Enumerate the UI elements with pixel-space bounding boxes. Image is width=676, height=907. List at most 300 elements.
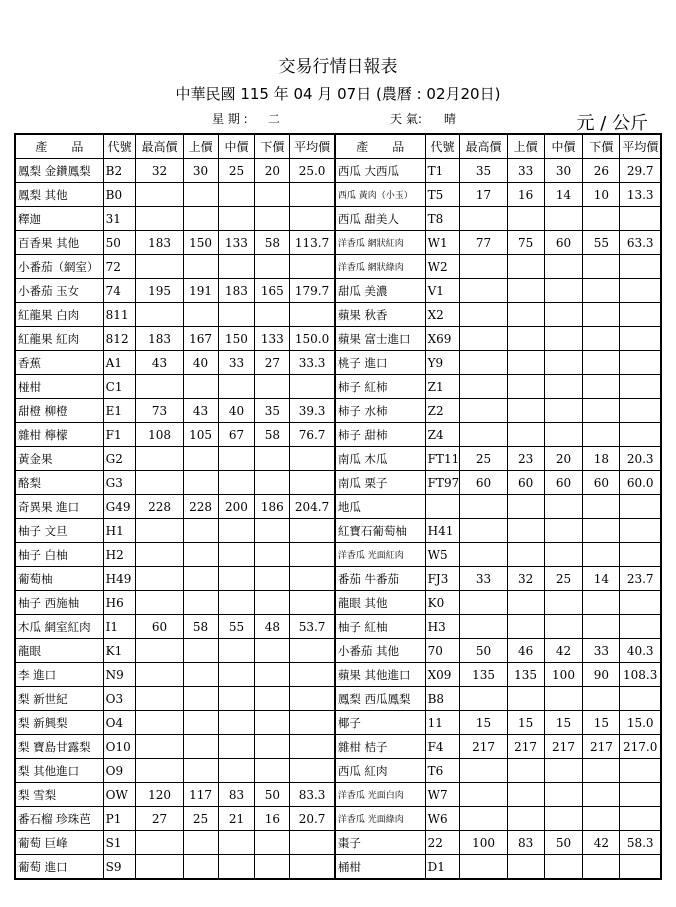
price-upper: [183, 711, 218, 735]
price-lower: [255, 543, 290, 567]
price-lower: [583, 327, 620, 351]
price-average: [620, 351, 661, 375]
price-highest: [136, 663, 183, 687]
price-highest: 60: [460, 471, 507, 495]
price-highest: 120: [136, 783, 183, 807]
table-row: [15, 303, 661, 327]
product-name: 鳳梨 西瓜鳳梨: [335, 687, 425, 711]
report-title: 交易行情日報表: [278, 57, 398, 77]
price-upper: 117: [183, 783, 218, 807]
price-average: 63.3: [620, 231, 661, 255]
product-code: 70: [425, 639, 460, 663]
price-middle: [218, 471, 255, 495]
price-upper: [507, 375, 544, 399]
price-middle: [218, 855, 255, 880]
price-middle: [218, 255, 255, 279]
price-upper: [183, 471, 218, 495]
price-middle: [544, 807, 583, 831]
product-name: 柚子 文旦: [15, 519, 103, 543]
price-upper: [507, 351, 544, 375]
product-name: 西瓜 大西瓜: [335, 159, 425, 183]
price-average: [620, 615, 661, 639]
price-upper: [507, 207, 544, 231]
price-average: [620, 855, 661, 880]
product-code: G3: [103, 471, 136, 495]
price-highest: [136, 519, 183, 543]
col-header-average: 平均價: [620, 134, 661, 159]
table-row: [15, 471, 661, 495]
price-highest: [460, 375, 507, 399]
price-upper: [183, 543, 218, 567]
product-name: 酪梨: [15, 471, 103, 495]
price-highest: [460, 687, 507, 711]
price-average: [620, 279, 661, 303]
table-row: [15, 495, 661, 519]
price-lower: [583, 855, 620, 880]
table-row: [15, 447, 661, 471]
table-row: [15, 807, 661, 831]
price-highest: [136, 255, 183, 279]
price-unit: 元 / 公斤: [576, 113, 648, 134]
price-middle: [544, 279, 583, 303]
price-lower: [583, 351, 620, 375]
product-name: 葡萄 進口: [15, 855, 103, 880]
price-highest: [460, 207, 507, 231]
price-lower: 20: [255, 159, 290, 183]
product-name: 香蕉: [15, 351, 103, 375]
table-row: [15, 639, 661, 663]
price-middle: 40: [218, 399, 255, 423]
price-upper: [507, 279, 544, 303]
price-average: 60.0: [620, 471, 661, 495]
price-middle: 67: [218, 423, 255, 447]
price-upper: 83: [507, 831, 544, 855]
table-row: [15, 351, 661, 375]
price-lower: [583, 759, 620, 783]
price-middle: 25: [218, 159, 255, 183]
price-middle: [544, 303, 583, 327]
price-upper: [183, 855, 218, 880]
price-lower: 60: [583, 471, 620, 495]
price-middle: [218, 711, 255, 735]
price-highest: [136, 471, 183, 495]
price-middle: [544, 687, 583, 711]
col-header-highest: 最高價: [460, 134, 507, 159]
product-name: 南瓜 栗子: [335, 471, 425, 495]
price-average: [620, 543, 661, 567]
product-name: 紅龍果 紅肉: [15, 327, 103, 351]
product-name: 柿子 紅柿: [335, 375, 425, 399]
product-name: 木瓜 網室紅肉: [15, 615, 103, 639]
product-code: X2: [425, 303, 460, 327]
price-highest: [460, 855, 507, 880]
price-average: 13.3: [620, 183, 661, 207]
price-upper: [507, 759, 544, 783]
price-lower: [255, 663, 290, 687]
price-average: [620, 687, 661, 711]
price-average: 20.7: [290, 807, 335, 831]
price-average: 76.7: [290, 423, 335, 447]
price-lower: [583, 783, 620, 807]
price-average: [290, 255, 335, 279]
price-lower: [255, 519, 290, 543]
price-lower: [255, 471, 290, 495]
price-lower: 10: [583, 183, 620, 207]
product-name: 梨 新興梨: [15, 711, 103, 735]
product-code: W2: [425, 255, 460, 279]
price-highest: 228: [136, 495, 183, 519]
product-code: Z1: [425, 375, 460, 399]
product-code: S9: [103, 855, 136, 880]
price-average: [290, 447, 335, 471]
price-highest: [460, 255, 507, 279]
table-row: [15, 519, 661, 543]
product-code: W7: [425, 783, 460, 807]
product-name: 蘋果 其他進口: [335, 663, 425, 687]
price-average: [290, 591, 335, 615]
price-highest: [136, 567, 183, 591]
price-average: 20.3: [620, 447, 661, 471]
price-lower: [255, 831, 290, 855]
price-lower: [583, 543, 620, 567]
price-average: [620, 591, 661, 615]
price-middle: [544, 783, 583, 807]
price-middle: [218, 735, 255, 759]
price-average: [290, 303, 335, 327]
product-name: 椪柑: [15, 375, 103, 399]
product-code: A1: [103, 351, 136, 375]
price-average: [620, 759, 661, 783]
product-code: Z4: [425, 423, 460, 447]
price-lower: 18: [583, 447, 620, 471]
table-row: [15, 207, 661, 231]
product-code: 72: [103, 255, 136, 279]
price-lower: [583, 591, 620, 615]
product-name: 柚子 紅柚: [335, 615, 425, 639]
price-middle: [544, 423, 583, 447]
price-middle: [544, 351, 583, 375]
price-middle: 150: [218, 327, 255, 351]
product-name: 棗子: [335, 831, 425, 855]
price-middle: [218, 759, 255, 783]
price-average: 83.3: [290, 783, 335, 807]
price-average: [620, 399, 661, 423]
price-upper: 58: [183, 615, 218, 639]
price-lower: 55: [583, 231, 620, 255]
price-average: 39.3: [290, 399, 335, 423]
product-name: 奇異果 進口: [15, 495, 103, 519]
price-highest: [460, 759, 507, 783]
product-code: P1: [103, 807, 136, 831]
price-highest: 33: [460, 567, 507, 591]
price-middle: [544, 327, 583, 351]
product-code: 31: [103, 207, 136, 231]
price-lower: 133: [255, 327, 290, 351]
product-code: 22: [425, 831, 460, 855]
product-name: 雜柑 檸檬: [15, 423, 103, 447]
price-middle: [544, 399, 583, 423]
price-middle: [218, 447, 255, 471]
price-upper: 60: [507, 471, 544, 495]
price-highest: [136, 207, 183, 231]
price-middle: 55: [218, 615, 255, 639]
price-upper: [507, 783, 544, 807]
product-code: 50: [103, 231, 136, 255]
price-upper: 33: [507, 159, 544, 183]
price-middle: [218, 303, 255, 327]
table-header-row: [15, 134, 661, 159]
product-name: 洋香瓜 網狀紅肉: [335, 231, 425, 255]
price-middle: 200: [218, 495, 255, 519]
price-upper: [183, 639, 218, 663]
price-upper: [183, 255, 218, 279]
product-code: 11: [425, 711, 460, 735]
price-lower: [255, 711, 290, 735]
price-lower: [583, 807, 620, 831]
price-highest: 60: [136, 615, 183, 639]
price-average: [290, 207, 335, 231]
product-code: X69: [425, 327, 460, 351]
price-lower: 16: [255, 807, 290, 831]
col-header-lower: 下價: [255, 134, 290, 159]
product-name: 洋香瓜 光面綠肉: [335, 807, 425, 831]
table-row: [15, 327, 661, 351]
price-average: [290, 759, 335, 783]
table-row: [15, 183, 661, 207]
price-highest: 77: [460, 231, 507, 255]
product-name: 甜瓜 美濃: [335, 279, 425, 303]
table-row: [15, 279, 661, 303]
price-middle: 33: [218, 351, 255, 375]
price-middle: [544, 591, 583, 615]
price-lower: [583, 495, 620, 519]
price-upper: [507, 855, 544, 880]
price-average: 29.7: [620, 159, 661, 183]
product-code: FT11: [425, 447, 460, 471]
price-middle: [544, 375, 583, 399]
price-middle: [218, 663, 255, 687]
product-code: K0: [425, 591, 460, 615]
price-upper: 16: [507, 183, 544, 207]
product-code: G2: [103, 447, 136, 471]
price-highest: [136, 375, 183, 399]
price-upper: [507, 543, 544, 567]
price-upper: 105: [183, 423, 218, 447]
price-lower: [255, 639, 290, 663]
product-code: H6: [103, 591, 136, 615]
product-name: 紅龍果 白肉: [15, 303, 103, 327]
price-lower: [583, 687, 620, 711]
product-name: 柿子 甜柿: [335, 423, 425, 447]
product-code: H41: [425, 519, 460, 543]
table-row: [15, 615, 661, 639]
price-middle: [218, 183, 255, 207]
product-name: 桃子 進口: [335, 351, 425, 375]
price-lower: [255, 375, 290, 399]
product-code: [425, 495, 460, 519]
product-name: 葡萄 巨峰: [15, 831, 103, 855]
price-lower: [255, 591, 290, 615]
table-row: [15, 783, 661, 807]
product-code: W1: [425, 231, 460, 255]
price-middle: [218, 543, 255, 567]
col-header-middle: 中價: [218, 134, 255, 159]
table-row: [15, 759, 661, 783]
product-code: O10: [103, 735, 136, 759]
product-code: 811: [103, 303, 136, 327]
price-lower: 50: [255, 783, 290, 807]
product-code: O4: [103, 711, 136, 735]
price-lower: 186: [255, 495, 290, 519]
product-code: W6: [425, 807, 460, 831]
price-average: [290, 831, 335, 855]
product-name: 小番茄（網室）: [15, 255, 103, 279]
price-highest: 108: [136, 423, 183, 447]
product-name: 百香果 其他: [15, 231, 103, 255]
product-name: 鳳梨 其他: [15, 183, 103, 207]
product-name: 西瓜 甜美人: [335, 207, 425, 231]
price-average: 217.0: [620, 735, 661, 759]
price-average: [620, 327, 661, 351]
price-middle: 60: [544, 471, 583, 495]
price-lower: [583, 519, 620, 543]
price-lower: [255, 735, 290, 759]
price-average: [290, 639, 335, 663]
product-code: O3: [103, 687, 136, 711]
price-middle: 60: [544, 231, 583, 255]
price-upper: [183, 375, 218, 399]
product-code: T5: [425, 183, 460, 207]
price-lower: 165: [255, 279, 290, 303]
price-upper: [183, 183, 218, 207]
price-highest: 195: [136, 279, 183, 303]
table-row: [15, 399, 661, 423]
price-middle: [544, 255, 583, 279]
product-code: 74: [103, 279, 136, 303]
product-code: Z2: [425, 399, 460, 423]
price-average: [290, 567, 335, 591]
price-highest: [460, 303, 507, 327]
price-highest: 43: [136, 351, 183, 375]
price-average: [620, 423, 661, 447]
price-highest: [136, 303, 183, 327]
col-header-upper: 上價: [183, 134, 218, 159]
product-code: FT97: [425, 471, 460, 495]
weather-label: 天 氣:: [390, 112, 422, 126]
table-row: [15, 543, 661, 567]
price-average: [620, 807, 661, 831]
weather-value: 晴: [444, 112, 457, 126]
product-code: V1: [425, 279, 460, 303]
price-lower: [255, 567, 290, 591]
col-header-upper: 上價: [507, 134, 544, 159]
price-lower: 42: [583, 831, 620, 855]
price-middle: [218, 375, 255, 399]
product-name: 梨 雪梨: [15, 783, 103, 807]
price-middle: [544, 615, 583, 639]
price-highest: 27: [136, 807, 183, 831]
price-average: [290, 855, 335, 880]
price-lower: 15: [583, 711, 620, 735]
product-name: 椰子: [335, 711, 425, 735]
price-highest: 32: [136, 159, 183, 183]
table-row: [15, 735, 661, 759]
product-name: 黃金果: [15, 447, 103, 471]
price-middle: 100: [544, 663, 583, 687]
product-code: X09: [425, 663, 460, 687]
price-upper: 191: [183, 279, 218, 303]
price-average: 15.0: [620, 711, 661, 735]
price-average: 53.7: [290, 615, 335, 639]
product-name: 南瓜 木瓜: [335, 447, 425, 471]
price-upper: [183, 207, 218, 231]
price-middle: 133: [218, 231, 255, 255]
product-code: H2: [103, 543, 136, 567]
price-middle: [218, 567, 255, 591]
price-highest: [460, 351, 507, 375]
price-upper: 135: [507, 663, 544, 687]
price-upper: 15: [507, 711, 544, 735]
product-name: 鳳梨 金鑽鳳梨: [15, 159, 103, 183]
price-average: 58.3: [620, 831, 661, 855]
table-row: [15, 231, 661, 255]
price-middle: [218, 639, 255, 663]
price-upper: [507, 615, 544, 639]
product-code: OW: [103, 783, 136, 807]
product-name: 梨 其他進口: [15, 759, 103, 783]
product-code: 812: [103, 327, 136, 351]
price-lower: [583, 303, 620, 327]
price-highest: 15: [460, 711, 507, 735]
price-middle: 15: [544, 711, 583, 735]
price-lower: [583, 423, 620, 447]
price-middle: [544, 495, 583, 519]
price-middle: 25: [544, 567, 583, 591]
price-lower: 26: [583, 159, 620, 183]
price-average: [620, 207, 661, 231]
price-lower: [583, 399, 620, 423]
price-middle: [544, 207, 583, 231]
product-name: 柿子 水柿: [335, 399, 425, 423]
price-highest: 17: [460, 183, 507, 207]
price-upper: 167: [183, 327, 218, 351]
product-code: F4: [425, 735, 460, 759]
price-highest: [460, 399, 507, 423]
price-highest: 25: [460, 447, 507, 471]
product-code: T8: [425, 207, 460, 231]
product-code: E1: [103, 399, 136, 423]
price-highest: 183: [136, 327, 183, 351]
price-average: 150.0: [290, 327, 335, 351]
price-upper: [507, 519, 544, 543]
product-name: 西瓜 黃肉（小玉）: [335, 183, 425, 207]
price-highest: [460, 783, 507, 807]
price-middle: [218, 207, 255, 231]
product-name: 小番茄 其他: [335, 639, 425, 663]
price-highest: [136, 759, 183, 783]
price-highest: [460, 279, 507, 303]
price-middle: 20: [544, 447, 583, 471]
price-lower: 35: [255, 399, 290, 423]
price-upper: 32: [507, 567, 544, 591]
price-upper: 150: [183, 231, 218, 255]
price-lower: [255, 255, 290, 279]
product-name: 洋香瓜 網狀綠肉: [335, 255, 425, 279]
price-highest: [460, 495, 507, 519]
price-average: [620, 519, 661, 543]
product-name: 柚子 白柚: [15, 543, 103, 567]
price-middle: 50: [544, 831, 583, 855]
